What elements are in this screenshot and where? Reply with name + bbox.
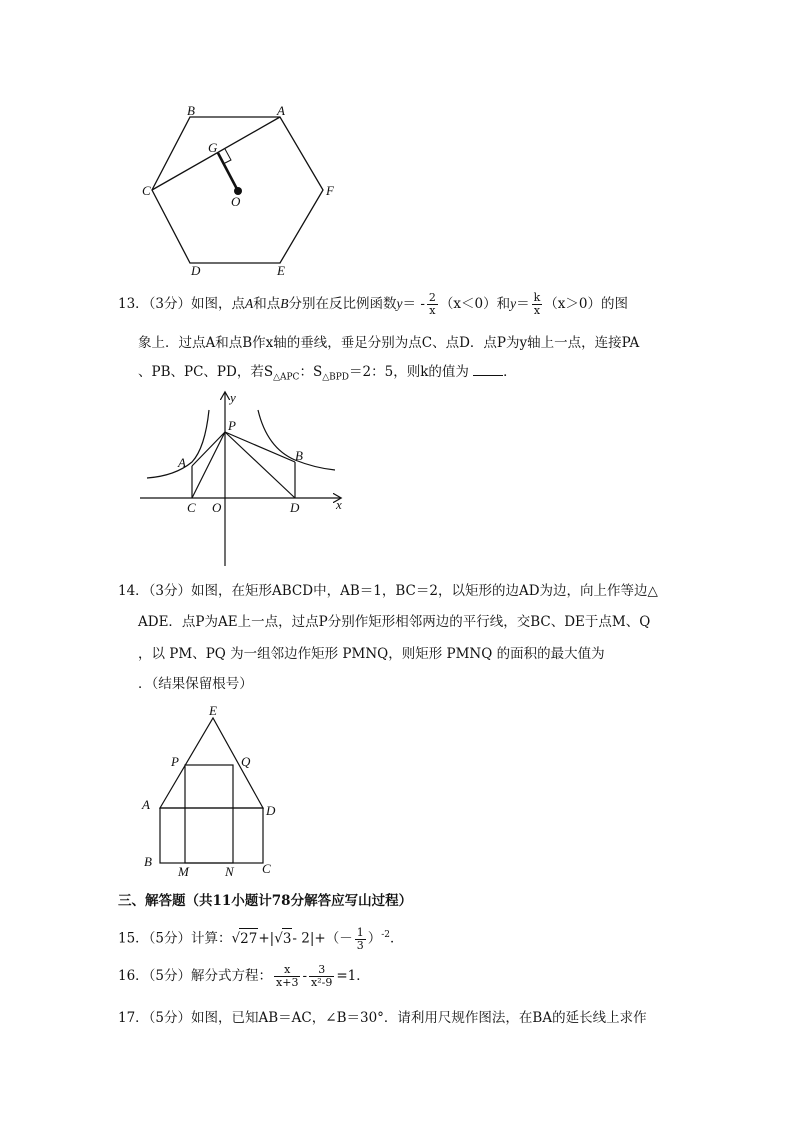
fraction-1-over-3: $\frac{1}{3}$ [356,925,364,952]
fraction-x-over-x-plus-3: $\frac{x}{x+3}$ [276,963,299,989]
label-p: P [171,754,179,769]
fraction-2-over-x: $\frac{2}{x}$ [428,291,436,317]
label-c: C [187,500,196,515]
rectangle-abcd [160,808,263,863]
label-y: y [230,390,236,405]
answer-blank [473,363,503,376]
segment-pc [192,432,225,498]
segment-pb [225,432,295,462]
label-x: x [336,497,342,512]
label-d: D [191,263,201,278]
label-e: E [209,703,217,718]
label-b: B [187,103,195,118]
fraction-3-over-x2-minus-9: $\frac{3}{\text{x²-9}}$ [311,963,333,989]
q13-line3: 、PB、PC、PD，若$S_{\triangle APC}$：$S_{\triangle BPD}=2$：5，则k的值为 ． [138,364,517,383]
label-p: P [228,418,236,433]
q17-line1: 17．（5分）如图，已知AB＝AC，∠B＝30°．请利用尺规作图法，在BA的延长线上求作 [118,1010,647,1026]
sqrt-symbol: √ [231,930,241,947]
sqrt-symbol: √ [274,930,283,947]
label-c: C [142,183,151,198]
label-a: A [277,103,285,118]
label-a: A [142,797,150,812]
q14-line2: ADE．点P为AE上一点，过点P分别作矩形相邻两边的平行线，交BC、DE于点M、Q [138,614,651,630]
label-b: B [144,854,152,869]
label-n: N [225,864,234,878]
label-q: Q [241,754,251,769]
label-f: F [326,183,334,198]
section-3-heading: 三、解答题（共11小题计78分解答应写山过程） [118,893,413,909]
rectangle-triangle-figure [135,703,285,878]
label-g: G [208,140,218,155]
q13-line1: 13．（3分）如图，点A和点B分别在反比例函数y＝ - $\frac{2}{x}$ （x＜0）和y＝ $\frac{k}{x}$ （x＞0）的图 [118,291,628,317]
label-b: B [295,448,303,463]
q14-line3: ，以 PM、PQ 为一组邻边作矩形 PMNQ，则矩形 PMNQ 的面积的最大值为 [138,646,605,662]
label-a: A [178,455,186,470]
label-o: O [212,500,222,515]
q13-line2: 象上．过点A和点B作x轴的垂线，垂足分别为点C、点D．点P为y轴上一点，连接PA [138,335,640,351]
inverse-function-figure [135,388,350,568]
label-d: D [266,803,276,818]
label-e: E [277,263,285,278]
q15-line: 15．（5分）计算：√27+|√3- 2|+（－ $\frac{1}{3}$ ）$^{-2}$． [118,925,404,952]
segment-pd [225,432,295,498]
hexagon-figure [130,95,350,285]
right-angle-mark [223,149,231,164]
fraction-k-over-x: $\frac{k}{x}$ [533,291,541,317]
label-m: M [178,864,189,878]
q16-line: 16．（5分）解分式方程： $\frac{x}{x+3}$ - $\frac{3}{\text{x²-9}}$ =1． [118,963,370,989]
q14-line1: 14．（3分）如图，在矩形ABCD中，AB＝1，BC＝2，以矩形的边AD为边，向上作等边△ [118,583,658,599]
label-o: O [231,194,241,209]
segment-og [218,153,238,191]
rectangle-pmnq [185,765,233,863]
q14-line4: ．（结果保留根号） [138,676,253,692]
label-c: C [262,861,271,876]
label-d: D [290,500,300,515]
segment-pa [192,432,225,466]
